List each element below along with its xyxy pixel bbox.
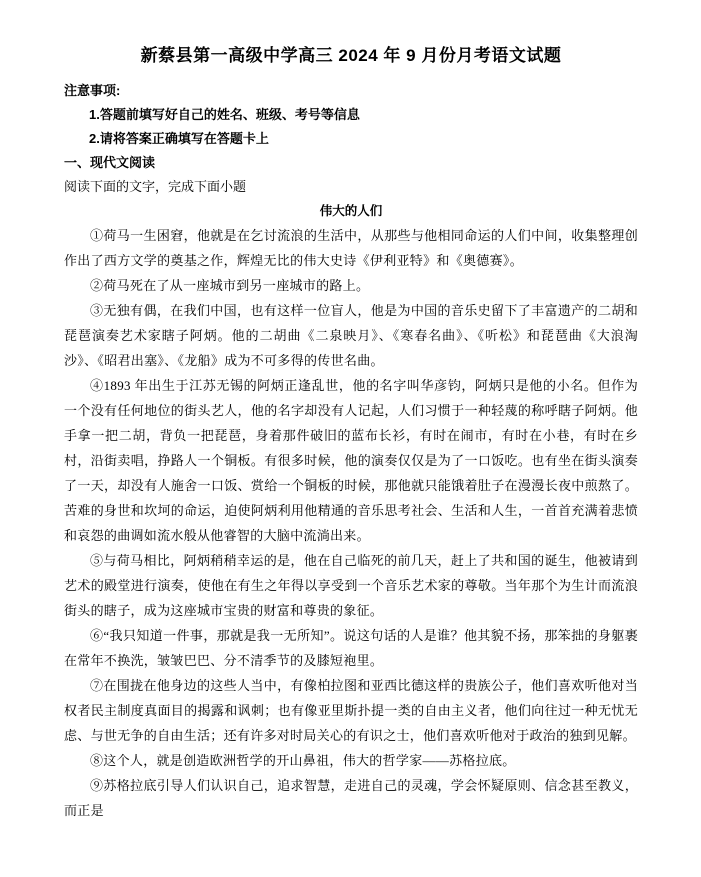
essay-paragraph-8: ⑧这个人，就是创造欧洲哲学的开山鼻祖，伟大的哲学家——苏格拉底。 [90,753,516,768]
essay-paragraph-4: ④1893 年出生于江苏无锡的阿炳正逢乱世，他的名字叫华彦钧，阿炳只是他的小名。但作为一个没有任何地位的街头艺人，他的名字却没有人记起，人们习惯于一种轻蔑的称呼瞎子阿炳。他手拿一把二胡，背负一把琵琶，身着那件破旧的蓝布长衫，有时在闹市，有时在小巷，有时在乡村，沿街卖唱，挣路人一个铜板。有很多时候，他的演奏仅仅是为了一口饭吃。也有坐在街头演奏了一天，却没有人施舍一口饭、赏给一个铜板的时候，那他就只能饿着肚子在漫漫长夜中煎熬了。苦难的身世和坎坷的命运，迫使阿炳利用他精通的音乐思考社会、生活和人生，一首首充满着悲愤和哀怨的曲调如流水般从他睿智的大脑中流淌出来。 [64,378,638,543]
notice-item-1: 1.答题前填写好自己的姓名、班级、考号等信息 [89,107,360,122]
essay-paragraph-3: ③无独有偶，在我们中国，也有这样一位盲人，他是为中国的音乐史留下了丰富遗产的二胡和琵琶演奏艺术家瞎子阿炳。他的二胡曲《二泉映月》、《寒春名曲》、《听松》和琵琶曲《大浪淘沙》、《昭君出塞》、《龙船》成为不可多得的传世名曲。 [64,303,638,368]
essay-paragraph-9: ⑨苏格拉底引导人们认识自己，追求智慧，走进自己的灵魂，学会怀疑原则、信念甚至教义，而正是 [64,778,638,818]
notice-item-2: 2.请将答案正确填写在答题卡上 [89,131,269,146]
essay-paragraph-5: ⑤与荷马相比，阿炳稍稍幸运的是，他在自己临死的前几天，赶上了共和国的诞生，他被请到艺术的殿堂进行演奏，使他在有生之年得以享受到一个音乐艺术家的尊敬。当年那个为生计而流浪街头的瞎子，成为这座城市宝贵的财富和尊贵的象征。 [64,553,638,618]
essay-title: 伟大的人们 [319,204,383,218]
essay-paragraph-2: ②荷马死在了从一座城市到另一座城市的路上。 [90,278,370,293]
essay-paragraph-7: ⑦在围拢在他身边的这些人当中，有像柏拉图和亚西比德这样的贵族公子，他们喜欢听他对当权者民主制度真面目的揭露和讽刺；也有像亚里斯扑提一类的自由主义者，他们向往过一种无忧无虑、与世无争的自由生活；还有许多对时局关心的有识之士，他们喜欢听他对于政治的独到见解。 [64,678,638,743]
section-heading-modern-reading: 一、现代文阅读 [64,155,156,170]
notice-heading: 注意事项: [64,83,121,98]
reading-instruction: 阅读下面的文字，完成下面小题 [64,179,247,194]
essay-paragraph-1: ①荷马一生困窘，他就是在乞讨流浪的生活中，从那些与他相同命运的人们中间，收集整理创作出了西方文学的奠基之作，辉煌无比的伟大史诗《伊利亚特》和《奥德赛》。 [64,228,638,268]
page-title: 新蔡县第一高级中学高三 2024 年 9 月份月考语文试题 [140,46,562,65]
essay-paragraph-6: ⑥“我只知道一件事，那就是我一无所知”。说这句话的人是谁？他其貌不扬，那笨拙的身躯裹在常年不换洗，皱皱巴巴、分不清季节的及膝短袍里。 [64,628,638,668]
